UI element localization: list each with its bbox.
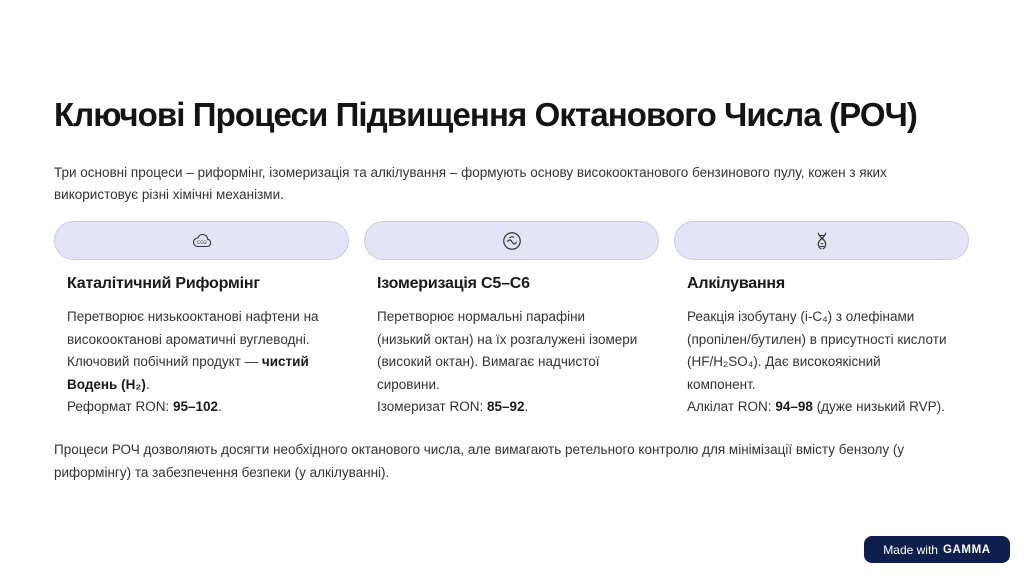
dna-icon (811, 230, 833, 252)
text-span: Реформат RON: (67, 399, 173, 414)
card-title: Алкілування (687, 275, 786, 292)
badge-prefix: Made with (883, 542, 938, 557)
text-span: (дуже низький RVP). (812, 399, 945, 414)
card-body (67, 306, 337, 419)
card-line (67, 374, 337, 397)
card-line: (HF/H₂SO₄). Дає високоякісний (687, 354, 881, 369)
card-body (687, 306, 972, 419)
card-line: компонент. (687, 376, 756, 392)
card-line: Перетворює нормальні парафіни (377, 309, 586, 324)
text-span: Алкілат RON: (687, 399, 776, 414)
card-line (687, 396, 972, 419)
bold-span: 85–92 (486, 399, 525, 414)
text-span: Ізомеризат RON: (377, 399, 487, 414)
card-line: Реакція ізобутану (i-C₄) з олефінами (687, 309, 915, 324)
card-title: Ізомеризація C5–C6 (377, 275, 530, 292)
svg-text:CO2: CO2 (196, 240, 207, 246)
card-3-icon-pill (674, 221, 969, 260)
card-line: Перетворює низькооктанові нафтени на (67, 309, 319, 324)
bold-span: чистий (261, 354, 309, 369)
card-2-icon-pill (364, 221, 659, 260)
card-line: (пропілен/бутилен) в присутності кислоти (687, 331, 947, 347)
bold-span: 95–102 (172, 399, 219, 414)
text-span: Ключовий побічний продукт — (67, 354, 262, 369)
molecule-rotate-icon (501, 230, 523, 252)
bold-span: Водень (H₂) (67, 376, 146, 392)
page-title: Ключові Процеси Підвищення Октанового Числа (РОЧ) (54, 96, 917, 133)
card-alkylation (687, 270, 972, 419)
co2-cloud-icon (191, 230, 213, 252)
gamma-logo: GAMMA (942, 543, 991, 556)
card-catalytic-reforming (67, 270, 337, 419)
card-line (67, 351, 337, 374)
card-line (67, 396, 337, 419)
text-span: . (145, 376, 150, 392)
summary-text: Процеси РОЧ дозволяють досягти необхідного октанового числа, але вимагають ретельного контролю для мінімізації вмісту бензолу (у риформінгу) та забезпечення безпеки (у алкілуванні). (54, 442, 905, 480)
intro-text: Три основні процеси – риформінг, ізомеризація та алкілування – формують основу високооктанового бензинового пулу, кожен з яких використовує різні хімічні механізми. (54, 165, 887, 202)
made-with-gamma-badge[interactable] (864, 536, 1010, 563)
card-body (377, 306, 647, 419)
bold-span: 94–98 (775, 399, 813, 414)
card-line: (високий октан). Вимагає надчистої (377, 354, 600, 369)
card-1-icon-pill (54, 221, 349, 260)
text-span: . (524, 399, 529, 414)
card-title: Каталітичний Риформінг (67, 275, 260, 292)
card-line (377, 396, 647, 419)
card-line: сировини. (377, 376, 440, 392)
card-isomerization (377, 270, 647, 419)
card-line: високооктанові ароматичні вуглеводні. (67, 331, 310, 347)
card-line: (низький октан) на їх розгалужені ізомери (377, 331, 638, 347)
text-span: . (218, 399, 222, 414)
